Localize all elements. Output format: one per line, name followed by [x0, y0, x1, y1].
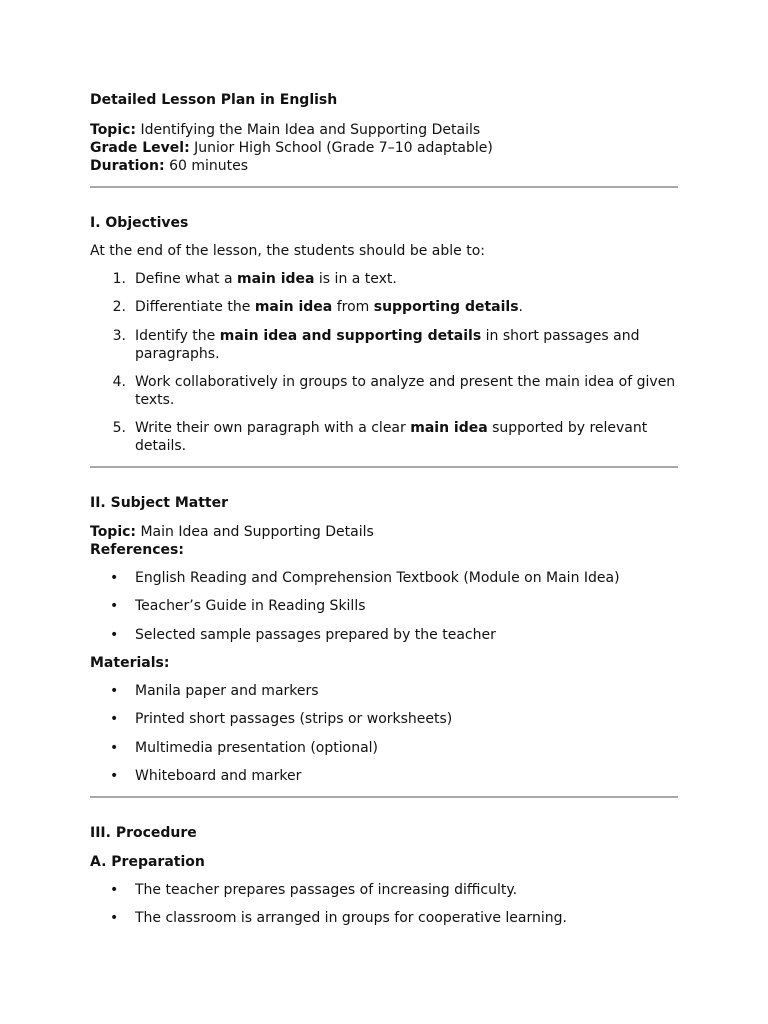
bullet-icon: • [110, 882, 119, 898]
list-item [90, 682, 678, 700]
procedure-heading: III. Procedure [90, 825, 197, 841]
objective-text: . [518, 299, 523, 315]
meta-topic-label: Topic: [90, 122, 137, 138]
material-text: Whiteboard and marker [135, 768, 302, 784]
bullet-icon: • [110, 598, 119, 614]
list-item [90, 626, 678, 644]
meta-grade-label: Grade Level: [90, 140, 190, 156]
meta-grade-value: Junior High School (Grade 7–10 adaptable) [189, 140, 493, 156]
bullet-icon: • [110, 740, 119, 756]
reference-text: English Reading and Comprehension Textbook (Module on Main Idea) [135, 570, 620, 586]
objective-keyword: main idea and supporting details [219, 328, 482, 344]
section-divider [90, 186, 678, 188]
meta-grade-level [90, 139, 678, 157]
bullet-icon: • [110, 768, 119, 784]
material-text: Multimedia presentation (optional) [135, 740, 379, 756]
objective-text: is in a text. [314, 271, 397, 287]
bullet-icon: • [110, 627, 119, 643]
subject-matter-heading: II. Subject Matter [90, 495, 229, 511]
objective-keyword: main idea [410, 420, 488, 436]
lesson-plan-page [90, 91, 678, 927]
meta-topic [90, 121, 678, 139]
objective-text: from [332, 299, 374, 315]
objectives-heading: I. Objectives [90, 215, 189, 231]
subject-topic-value: Main Idea and Supporting Details [136, 524, 374, 540]
objectives-intro: At the end of the lesson, the students should be able to: [90, 243, 485, 259]
objective-text: supported by relevant details. [135, 420, 648, 454]
list-item [90, 767, 678, 785]
materials-label: Materials: [90, 655, 170, 671]
objective-number: 3. [112, 328, 126, 344]
objective-text: in short passages and paragraphs. [135, 328, 640, 362]
subject-topic [90, 523, 678, 541]
list-item [90, 710, 678, 728]
material-text: Manila paper and markers [135, 683, 319, 699]
bullet-icon: • [110, 683, 119, 699]
objective-text: Write their own paragraph with a clear [135, 420, 411, 436]
objective-text: Identify the [135, 328, 220, 344]
reference-text: Selected sample passages prepared by the teacher [135, 627, 496, 643]
meta-duration-label: Duration: [90, 158, 165, 174]
materials-list [90, 682, 678, 785]
objectives-list [90, 270, 678, 455]
objective-number: 2. [112, 299, 126, 315]
preparation-text: The classroom is arranged in groups for cooperative learning. [135, 910, 567, 926]
objective-text: Define what a [135, 271, 238, 287]
objective-text: Differentiate the [135, 299, 255, 315]
section-divider [90, 796, 678, 798]
meta-duration-value: 60 minutes [164, 158, 249, 174]
section-divider [90, 466, 678, 468]
objective-text: Work collaboratively in groups to analyze and present the main idea of given texts. [135, 374, 676, 408]
objective-keyword: supporting details [373, 299, 519, 315]
objective-number: 5. [112, 420, 126, 436]
meta-topic-value: Identifying the Main Idea and Supporting Details [136, 122, 481, 138]
list-item [90, 739, 678, 757]
preparation-text: The teacher prepares passages of increasing difficulty. [135, 882, 518, 898]
preparation-heading: A. Preparation [90, 854, 205, 870]
objective-item [90, 298, 678, 316]
document-title: Detailed Lesson Plan in English [90, 92, 338, 108]
references-label: References: [90, 542, 184, 558]
objective-keyword: main idea [254, 299, 333, 315]
bullet-icon: • [110, 711, 119, 727]
objective-item [90, 327, 678, 363]
objective-number: 4. [112, 374, 126, 390]
preparation-list [90, 881, 678, 927]
objective-item [90, 373, 678, 409]
list-item [90, 569, 678, 587]
objective-item [90, 270, 678, 288]
references-list [90, 569, 678, 644]
list-item [90, 597, 678, 615]
objective-item [90, 419, 678, 455]
objective-number: 1. [112, 271, 126, 287]
list-item [90, 909, 678, 927]
reference-text: Teacher’s Guide in Reading Skills [135, 598, 366, 614]
bullet-icon: • [110, 570, 119, 586]
meta-duration [90, 157, 678, 175]
list-item [90, 881, 678, 899]
bullet-icon: • [110, 910, 119, 926]
objective-keyword: main idea [237, 271, 315, 287]
material-text: Printed short passages (strips or worksheets) [135, 711, 453, 727]
subject-topic-label: Topic: [90, 524, 137, 540]
